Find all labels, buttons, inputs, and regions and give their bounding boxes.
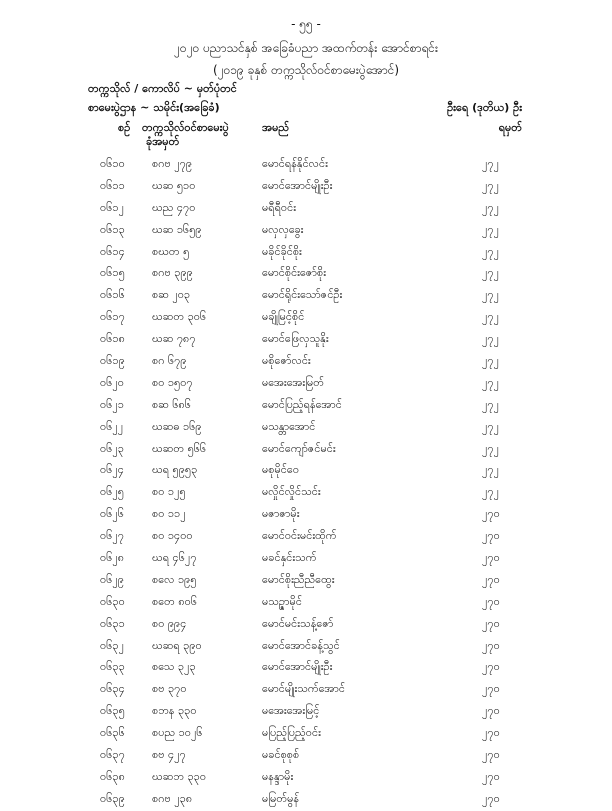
- row-name: မစိုဇော်လင်း: [262, 354, 311, 368]
- row-serial-number: ၀၆၃၇: [100, 748, 125, 762]
- row-roll-number: စဝ ၁၂၅: [152, 485, 186, 499]
- row-name: မခင်နှင်းသက်: [262, 551, 317, 565]
- list-item: [0, 198, 612, 220]
- row-score: ၂၇၀: [482, 791, 500, 805]
- row-roll-number: စတေ ၈၀၆: [152, 594, 198, 608]
- header-roll-number: တက္ကသိုလ်ဝင်စာမေးပွဲ: [142, 121, 229, 134]
- row-score: ၂၇၂: [482, 419, 499, 433]
- row-name: မပြည့်ပြည့်ဝင်း: [262, 726, 321, 740]
- row-roll-number: စဘန ၃၃၀: [152, 704, 197, 718]
- list-item: [0, 154, 612, 176]
- row-score: ၂၇၀: [482, 551, 500, 565]
- header-name: အမည်: [262, 121, 290, 134]
- row-score: ၂၇၀: [482, 660, 500, 674]
- row-serial-number: ၀၆၁၀: [100, 157, 125, 170]
- row-serial-number: ၀၆၂၁: [100, 397, 124, 411]
- row-serial-number: ၀၆၃၂: [100, 638, 124, 652]
- row-roll-number: ဃဆရ ၃၉၀: [152, 638, 202, 652]
- list-item: [0, 417, 612, 439]
- list-item: [0, 657, 612, 679]
- row-score: ၂၇၀: [482, 594, 500, 608]
- row-score: ၂၇၀: [482, 748, 500, 762]
- row-serial-number: ၀၆၁၁: [100, 178, 125, 192]
- list-item: [0, 592, 612, 614]
- list-item: [0, 789, 612, 811]
- row-serial-number: ၀၆၂၂: [100, 419, 124, 433]
- row-serial-number: ၀၆၂၉: [100, 572, 124, 586]
- list-item: [0, 351, 612, 373]
- row-roll-number: စဂဗ ၃၉၉: [152, 266, 193, 280]
- row-roll-number: စဗ ၃၇၀: [152, 682, 187, 696]
- row-score: ၂၇၂: [482, 178, 499, 192]
- document-title: ၂၀၂၀ ပညာသင်နှစ် အခြေခံပညာ အထက်တန်း အောင်စာရင်း: [173, 41, 439, 55]
- row-serial-number: ၀၆၂၀: [100, 375, 124, 389]
- row-roll-number: ဃဆ ၇၈၇: [152, 332, 196, 346]
- board-line: စာမေးပွဲဌာန ~ သမိုင်း(အခြေခံ): [88, 101, 220, 114]
- row-name: မောင်မျိုးသက်အောင်: [262, 682, 345, 696]
- list-item: [0, 439, 612, 461]
- row-serial-number: ၀၆၂၇: [100, 529, 124, 543]
- row-name: မခိုင်ခိုင်စိုး: [262, 244, 302, 258]
- list-item: [0, 614, 612, 636]
- row-name: မောင်အောင်ခန့်သွင်: [262, 638, 340, 652]
- row-name: မောင်စိုးညီညီထွေး: [262, 572, 335, 586]
- list-item: [0, 636, 612, 658]
- row-score: ၂၇၂: [482, 266, 499, 280]
- row-score: ၂၇၀: [482, 726, 500, 740]
- row-roll-number: ဃဆ ၁၆၅၉: [152, 222, 202, 236]
- row-name: မရီရီဝင်း: [262, 200, 296, 214]
- row-score: ၂၇၂: [482, 332, 499, 346]
- row-name: မမြတ်မွန်: [262, 791, 300, 805]
- row-name: မဇာဇာမိုး: [262, 507, 300, 521]
- row-score: ၂၇၂: [482, 397, 499, 411]
- header-roll-number-line2: ခုံအမှတ်: [146, 135, 180, 148]
- list-item: [0, 395, 612, 417]
- row-serial-number: ၀၆၁၇: [100, 310, 125, 324]
- row-roll-number: စဂ ၆၇၉: [152, 354, 187, 368]
- row-roll-number: ဃဆတ ၃၀၆: [152, 310, 207, 324]
- row-roll-number: စဃတ ၅: [152, 244, 190, 258]
- row-name: မသန္တာအောင်: [262, 419, 316, 433]
- row-score: ၂၇၂: [482, 354, 499, 368]
- row-serial-number: ၀၆၁၃: [100, 222, 125, 236]
- row-name: မအေးအေးမြင့်: [262, 704, 320, 718]
- row-score: ၂၇၂: [482, 222, 499, 236]
- row-score: ၂၇၂: [482, 463, 499, 477]
- row-score: ၂၇၂: [482, 310, 499, 324]
- row-roll-number: စဆ ၆၈၆: [152, 397, 191, 411]
- row-score: ၂၇၀: [482, 507, 500, 521]
- results-list: [0, 154, 612, 811]
- row-serial-number: ၀၆၃၆: [100, 726, 125, 740]
- row-score: ၂၇၀: [482, 529, 500, 543]
- row-roll-number: စဝ ၁၁၂: [152, 507, 186, 521]
- row-name: မလှလှခွေး: [262, 222, 304, 236]
- row-score: ၂၇၂: [482, 200, 499, 214]
- row-roll-number: စဗ ၄၂၇: [152, 748, 186, 762]
- row-roll-number: စဂဗ ၂၇၉: [152, 157, 193, 170]
- header-serial-number: စဉ်: [118, 121, 131, 134]
- list-item: [0, 329, 612, 351]
- row-score: ၂၇၀: [482, 769, 500, 783]
- row-roll-number: ဃရ ၄၆၂၇: [152, 551, 197, 565]
- row-serial-number: ၀၆၁၈: [100, 332, 125, 346]
- row-roll-number: စဝ ၁၄၀၀: [152, 529, 193, 543]
- row-score: ၂၇၀: [482, 638, 500, 652]
- row-score: ၂၇၂: [482, 485, 499, 499]
- row-name: မောင်စိုင်းဇော်စိုး: [262, 266, 326, 280]
- row-serial-number: ၀၆၃၀: [100, 594, 125, 608]
- list-item: [0, 723, 612, 745]
- list-item: [0, 504, 612, 526]
- row-score: ၂၇၂: [482, 157, 499, 170]
- list-item: [0, 745, 612, 767]
- list-item: [0, 460, 612, 482]
- row-serial-number: ၀၆၃၉: [100, 791, 125, 805]
- score-title: ဦးရေ (ဒုတိယ) ဦး: [447, 101, 522, 114]
- list-item: [0, 482, 612, 504]
- list-item: [0, 176, 612, 198]
- row-name: မောင်အောင်မျိုးဦး: [262, 660, 333, 674]
- row-score: ၂၇၂: [482, 244, 499, 258]
- row-serial-number: ၀၆၁၄: [100, 244, 125, 258]
- list-item: [0, 242, 612, 264]
- row-serial-number: ၀၆၃၃: [100, 660, 125, 674]
- row-score: ၂၇၀: [482, 616, 500, 630]
- list-item: [0, 701, 612, 723]
- list-item: [0, 307, 612, 329]
- header-score: ရမှတ်: [498, 121, 522, 134]
- list-item: [0, 679, 612, 701]
- row-roll-number: ဃရ ၅၉၅၃: [152, 463, 198, 477]
- row-name: မောင်ရိုင်းသော်ဇင်ဦး: [262, 288, 343, 302]
- row-roll-number: စလေ ၁၉၅: [152, 572, 197, 586]
- row-serial-number: ၀၆၁၉: [100, 354, 125, 368]
- row-score: ၂၇၂: [482, 441, 499, 455]
- list-item: [0, 220, 612, 242]
- row-serial-number: ၀၆၁၅: [100, 266, 125, 280]
- row-roll-number: စဝ ၁၅၀၇: [152, 375, 193, 389]
- row-score: ၂၇၀: [482, 704, 500, 718]
- page-number: - ၅၅ -: [291, 17, 321, 31]
- row-serial-number: ၀၆၂၄: [100, 463, 124, 477]
- row-serial-number: ၀၆၃၈: [100, 769, 125, 783]
- row-serial-number: ၀၆၂၅: [100, 485, 124, 499]
- row-score: ၂၇၂: [482, 288, 499, 302]
- row-name: မအေးအေးမြတ်: [262, 375, 324, 389]
- row-serial-number: ၀၆၂၆: [100, 507, 124, 521]
- row-serial-number: ၀၆၃၁: [100, 616, 125, 630]
- row-roll-number: စသေ ၃၂၃: [152, 660, 196, 674]
- row-roll-number: စဂဗ ၂၃၈: [152, 791, 193, 805]
- list-item: [0, 373, 612, 395]
- row-score: ၂၇၂: [482, 375, 499, 389]
- row-roll-number: ဃဆဘ ၃၃၀: [152, 769, 207, 783]
- row-roll-number: စဆ ၂၀၃: [152, 288, 191, 302]
- list-item: [0, 570, 612, 592]
- row-serial-number: ၀၆၃၄: [100, 682, 125, 696]
- row-serial-number: ၀၆၃၅: [100, 704, 125, 718]
- row-serial-number: ၀၆၁၆: [100, 288, 125, 302]
- row-name: မောင်မင်းသန့်ဇော်: [262, 616, 334, 630]
- row-roll-number: စပည ၁၀၂၆: [152, 726, 203, 740]
- row-roll-number: ဃဆတ ၅၆၆: [152, 441, 207, 455]
- document-subtitle: (၂၀၁၉ ခုနှစ် တက္ကသိုလ်ဝင်စာမေးပွဲအောင်): [212, 63, 400, 77]
- row-name: မနန္ဒာမိုး: [262, 769, 294, 783]
- subject-line: တက္ကသိုလ် / ကောလိပ် ~ မှတ်ပုံတင်: [88, 82, 237, 95]
- row-serial-number: ၀၆၂၃: [100, 441, 124, 455]
- row-serial-number: ၀၆၂၈: [100, 551, 125, 565]
- row-name: မခင်စုစုစ်: [262, 748, 300, 762]
- row-name: မောင်အောင်မျိုးဦး: [262, 178, 333, 192]
- row-name: မောင်ပြည့်ရန်အောင်: [262, 397, 342, 411]
- row-roll-number: ဃည ၄၇၀: [152, 200, 196, 214]
- row-score: ၂၇၀: [482, 682, 500, 696]
- row-roll-number: ဃဆ ၅၁၀: [152, 178, 196, 192]
- list-item: [0, 263, 612, 285]
- row-roll-number: စဝ ၉၉၄: [152, 616, 187, 630]
- row-name: မောင်ရန်နိုင်လင်း: [262, 157, 328, 170]
- row-name: မစုမိုင်ဝေ: [262, 463, 300, 477]
- row-name: မောင်ဖြေလှသူနိုး: [262, 332, 329, 346]
- row-name: မသဉ္ဇာမိုင်: [262, 594, 302, 608]
- row-roll-number: ဃဆဓ ၁၆၉: [152, 419, 202, 433]
- list-item: [0, 548, 612, 570]
- row-name: မလှိုင်လှိုင်သင်း: [262, 485, 321, 499]
- row-serial-number: ၀၆၁၂: [100, 200, 124, 214]
- row-name: မောင်ကျော်ဇင်မင်း: [262, 441, 336, 455]
- row-name: မချိုမြင့်စိုင်: [262, 310, 305, 324]
- list-item: [0, 285, 612, 307]
- list-item: [0, 526, 612, 548]
- row-score: ၂၇၀: [482, 572, 500, 586]
- row-name: မောင်ဝင်းမင်းထိုက်: [262, 529, 337, 543]
- list-item: [0, 767, 612, 789]
